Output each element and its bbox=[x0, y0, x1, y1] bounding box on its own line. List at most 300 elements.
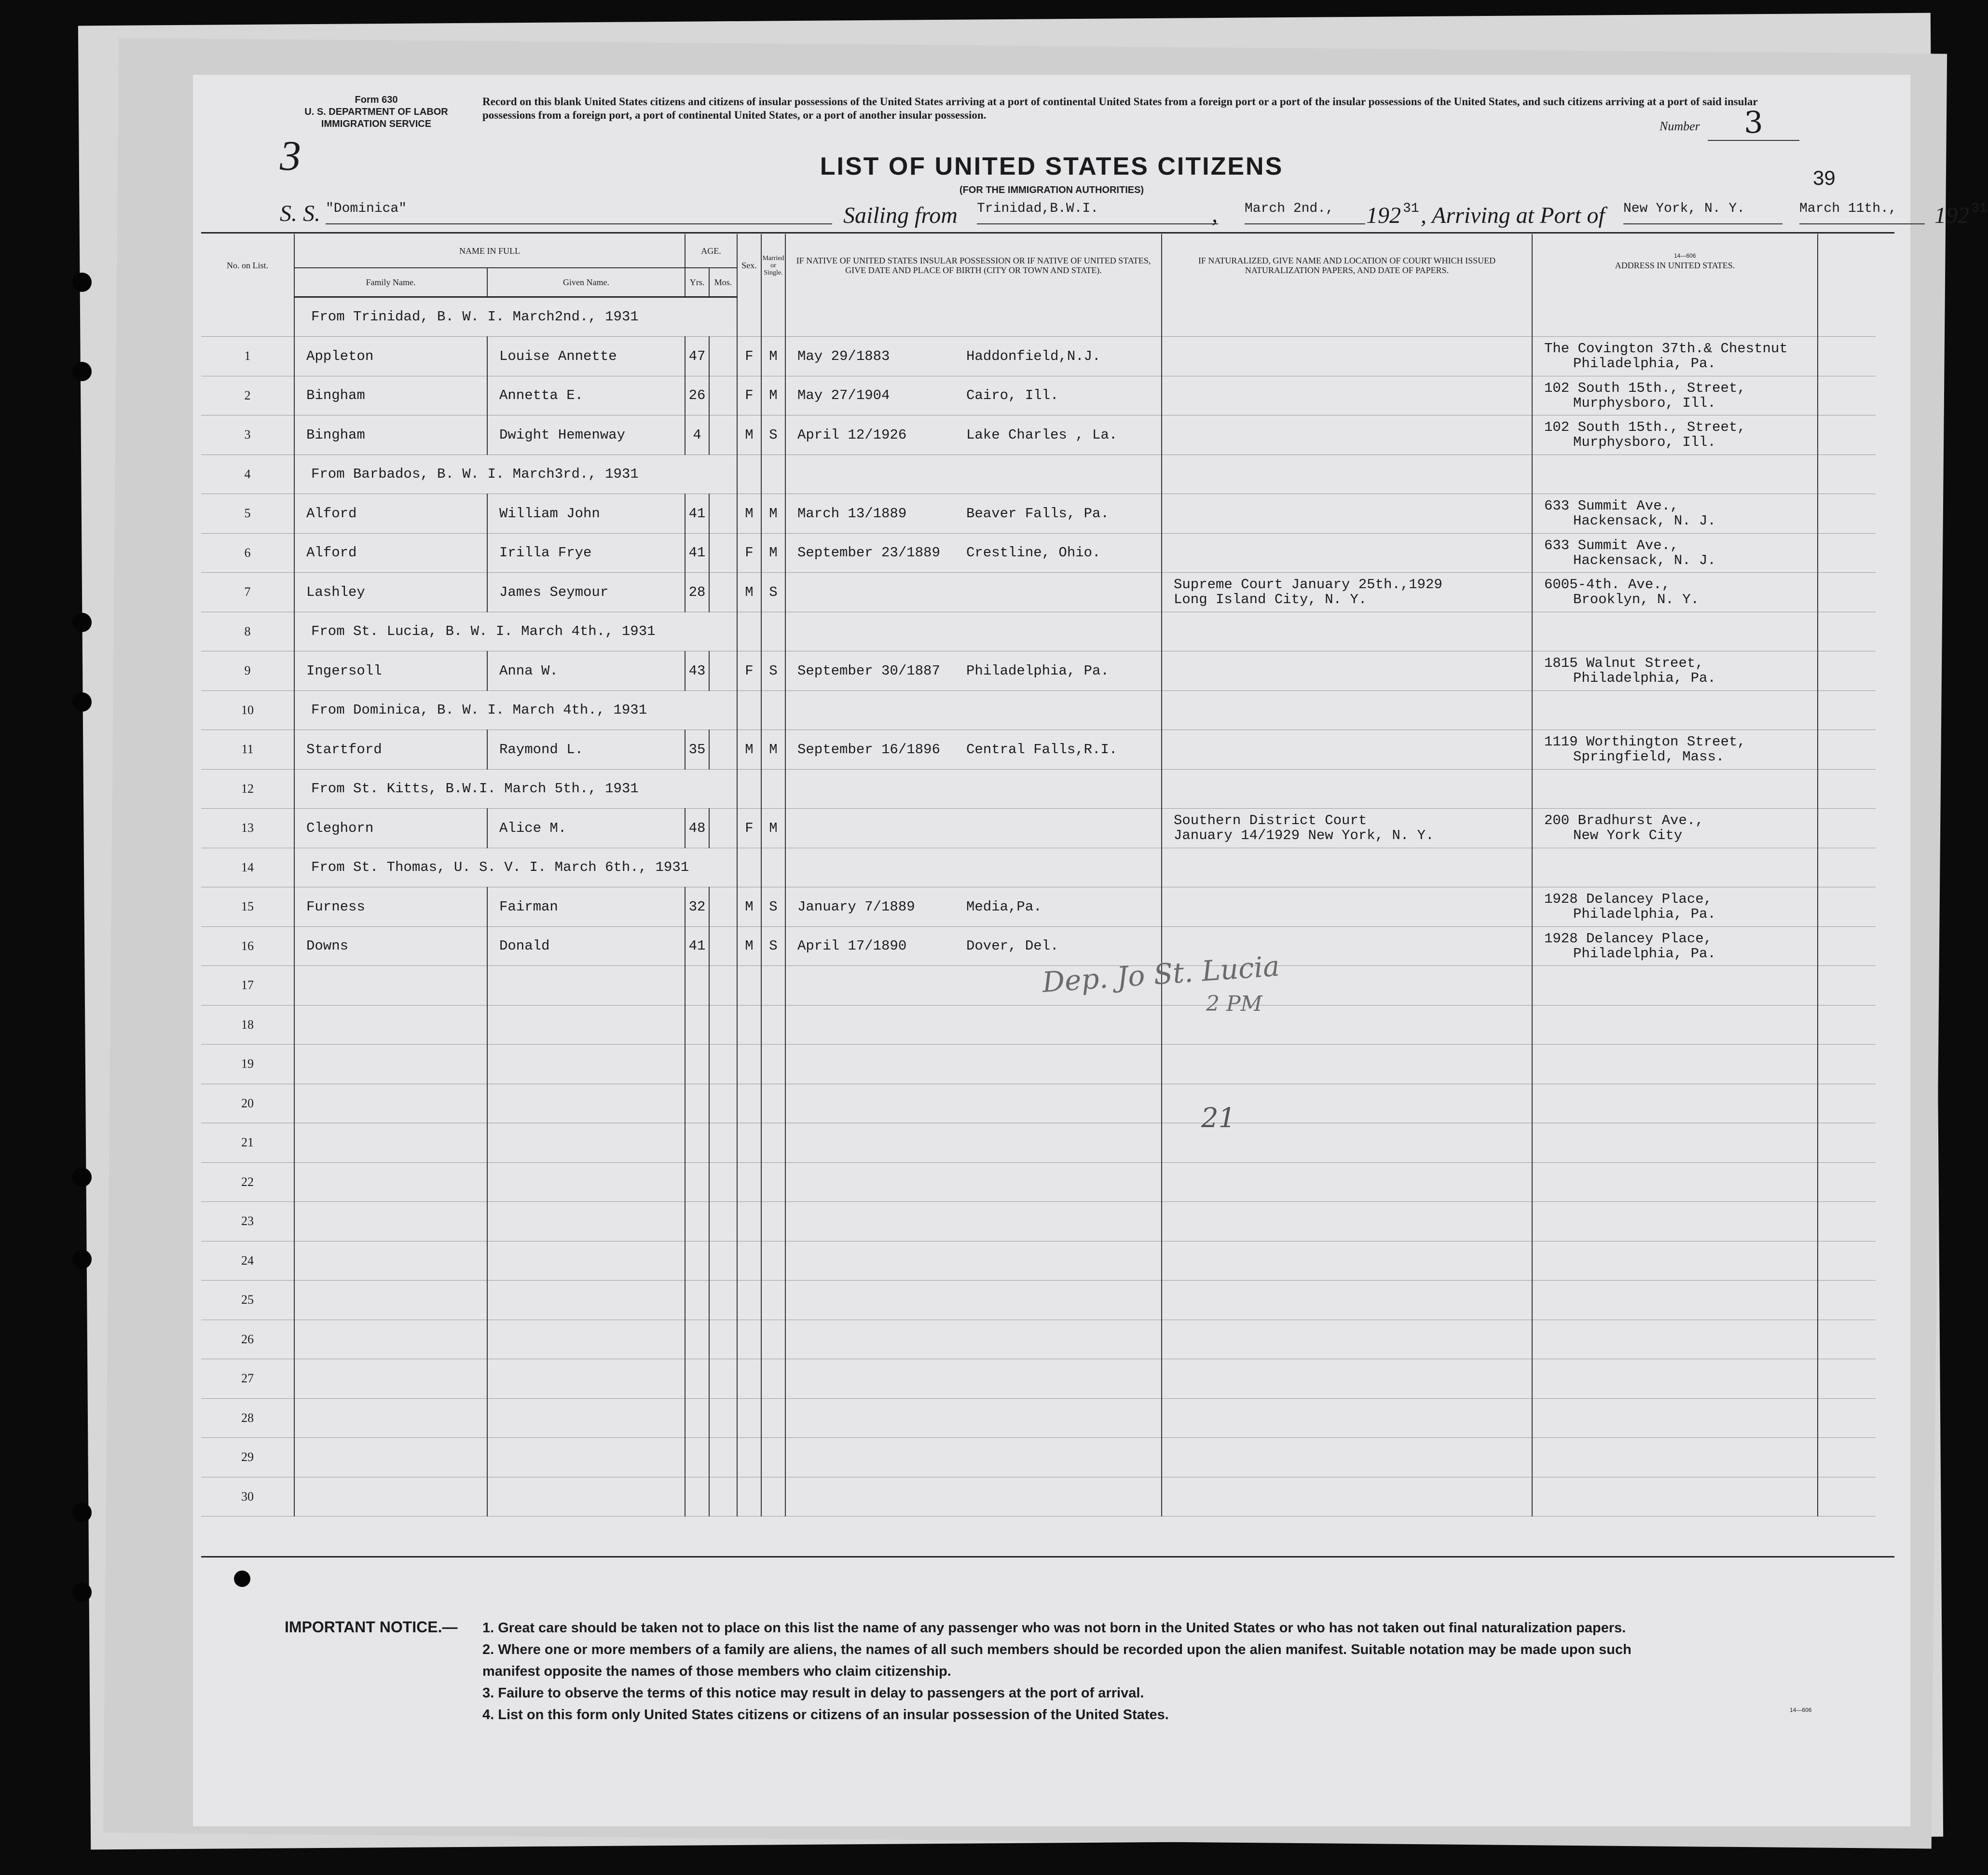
cell-line: Philadelphia, Pa. bbox=[1573, 906, 1716, 923]
empty-cell bbox=[1818, 966, 1876, 1006]
empty-cell bbox=[1818, 494, 1876, 534]
table-row bbox=[201, 376, 1876, 415]
naturalization-info bbox=[1162, 494, 1532, 534]
birth-place: Haddonfield,N.J. bbox=[966, 348, 1101, 364]
address bbox=[1532, 573, 1818, 612]
empty-cell bbox=[487, 1123, 685, 1163]
empty-cell bbox=[737, 1084, 761, 1123]
birth-place: Philadelphia, Pa. bbox=[966, 662, 1109, 679]
empty-cell bbox=[294, 966, 487, 1006]
marital-status: S bbox=[761, 415, 785, 455]
marital-status: M bbox=[761, 533, 785, 573]
empty-cell bbox=[294, 1477, 487, 1517]
age-years: 43 bbox=[685, 651, 709, 691]
empty-cell bbox=[1162, 1398, 1532, 1438]
name-header: NAME IN FULL bbox=[294, 234, 685, 268]
empty-cell bbox=[487, 1202, 685, 1241]
family-name: Ingersoll bbox=[294, 651, 487, 691]
empty-cell bbox=[761, 455, 785, 494]
empty-cell bbox=[1818, 1281, 1876, 1320]
family-name: Lashley bbox=[294, 573, 487, 612]
row-number: 5 bbox=[201, 494, 294, 534]
page-title: LIST OF UNITED STATES CITIZENS bbox=[820, 152, 1284, 180]
empty-cell bbox=[487, 1084, 685, 1123]
address bbox=[1532, 376, 1818, 415]
empty-cell bbox=[1818, 651, 1876, 691]
empty-cell bbox=[1818, 690, 1876, 730]
empty-cell bbox=[737, 848, 761, 887]
given-name: Donald bbox=[487, 926, 685, 966]
empty-cell bbox=[761, 1438, 785, 1477]
given-name: Dwight Hemenway bbox=[487, 415, 685, 455]
cell-line: Philadelphia, Pa. bbox=[1573, 945, 1716, 962]
empty-cell bbox=[487, 1045, 685, 1084]
birth-info bbox=[785, 376, 1162, 415]
table-row bbox=[201, 1359, 1876, 1399]
married-header: Married or Single. bbox=[761, 234, 785, 297]
cell-line: The Covington 37th.& Chestnut bbox=[1544, 341, 1788, 357]
given-name: James Seymour bbox=[487, 573, 685, 612]
row-number: 9 bbox=[201, 651, 294, 691]
table-row bbox=[201, 730, 1876, 770]
empty-cell bbox=[1818, 1045, 1876, 1084]
empty-cell bbox=[294, 1084, 487, 1123]
empty-cell bbox=[761, 1281, 785, 1320]
number-value: 3 bbox=[1708, 105, 1799, 141]
empty-cell bbox=[1818, 926, 1876, 966]
cell-line: 6005-4th. Ave., bbox=[1544, 577, 1671, 593]
table-row bbox=[201, 1162, 1876, 1202]
family-name: Bingham bbox=[294, 376, 487, 415]
birth-info bbox=[785, 573, 1162, 612]
row-number: 23 bbox=[201, 1202, 294, 1241]
address bbox=[1532, 651, 1818, 691]
empty-cell bbox=[761, 1084, 785, 1123]
empty-cell bbox=[1818, 887, 1876, 927]
cell-line: Brooklyn, N. Y. bbox=[1573, 592, 1700, 608]
port-of-arrival: New York, N. Y. bbox=[1623, 201, 1782, 224]
handwritten-note: Dep. Jo St. Lucia bbox=[1041, 949, 1281, 999]
naturalization-info bbox=[1162, 533, 1532, 573]
naturalization-info bbox=[1162, 376, 1532, 415]
table-row bbox=[201, 966, 1876, 1006]
age-years: 41 bbox=[685, 533, 709, 573]
marital-status: S bbox=[761, 651, 785, 691]
empty-cell bbox=[1818, 1162, 1876, 1202]
empty-cell bbox=[1532, 1241, 1818, 1281]
table-row bbox=[201, 494, 1876, 534]
empty-cell bbox=[294, 1202, 487, 1241]
empty-cell bbox=[1162, 848, 1532, 887]
sex-header: Sex. bbox=[737, 234, 761, 297]
address bbox=[1532, 887, 1818, 927]
empty-cell bbox=[709, 1162, 737, 1202]
departure-heading: From St. Kitts, B.W.I. March 5th., 1931 bbox=[294, 769, 737, 809]
marital-status: S bbox=[761, 887, 785, 927]
arrival-year: 31 bbox=[1971, 201, 1988, 216]
departure-heading: From Barbados, B. W. I. March3rd., 1931 bbox=[294, 455, 737, 494]
empty-cell bbox=[685, 1438, 709, 1477]
empty-cell bbox=[737, 1281, 761, 1320]
age-years: 47 bbox=[685, 337, 709, 376]
empty-cell bbox=[1532, 1320, 1818, 1359]
row-number: 27 bbox=[201, 1359, 294, 1399]
birth-date: April 12/1926 bbox=[797, 427, 907, 443]
row-number: 11 bbox=[201, 730, 294, 770]
birth-header: IF NATIVE OF UNITED STATES INSULAR POSSESSION OR IF NATIVE OF UNITED STATES, GIVE DATE AND PLACE OF BIRTH (CITY OR TOWN AND STATE). bbox=[785, 234, 1162, 297]
given-name: Anna W. bbox=[487, 651, 685, 691]
naturalization-info bbox=[1162, 415, 1532, 455]
table-row bbox=[201, 926, 1876, 966]
empty-cell bbox=[1818, 1477, 1876, 1517]
table-row bbox=[201, 1005, 1876, 1045]
empty-cell bbox=[737, 966, 761, 1006]
table-row bbox=[201, 1281, 1876, 1320]
cell-line: Springfield, Mass. bbox=[1573, 749, 1725, 765]
empty-cell bbox=[1532, 1045, 1818, 1084]
empty-cell bbox=[1532, 612, 1818, 651]
birth-date: May 27/1904 bbox=[797, 387, 890, 404]
comma: , bbox=[1212, 202, 1218, 227]
empty-cell bbox=[1532, 690, 1818, 730]
table-row bbox=[201, 887, 1876, 927]
birth-date: April 17/1890 bbox=[797, 938, 907, 954]
age-months bbox=[709, 809, 737, 848]
empty-cell bbox=[761, 1202, 785, 1241]
marital-status: S bbox=[761, 926, 785, 966]
given-name: Annetta E. bbox=[487, 376, 685, 415]
cell-line: Southern District Court bbox=[1174, 813, 1367, 829]
empty-cell bbox=[785, 1123, 1162, 1163]
family-name: Furness bbox=[294, 887, 487, 927]
empty-cell bbox=[294, 1281, 487, 1320]
age-months bbox=[709, 926, 737, 966]
empty-cell bbox=[761, 1477, 785, 1517]
family-name: Appleton bbox=[294, 337, 487, 376]
table-row bbox=[201, 1241, 1876, 1281]
empty-cell bbox=[294, 1045, 487, 1084]
family-name: Alford bbox=[294, 494, 487, 534]
empty-cell bbox=[685, 1162, 709, 1202]
no-header: No. on List. bbox=[201, 234, 294, 297]
empty-cell bbox=[1532, 848, 1818, 887]
birth-info bbox=[785, 926, 1162, 966]
cell-line: 200 Bradhurst Ave., bbox=[1544, 813, 1704, 829]
empty-cell bbox=[487, 1241, 685, 1281]
birth-info bbox=[785, 809, 1162, 848]
empty-cell bbox=[1818, 1084, 1876, 1123]
empty-cell bbox=[1818, 1241, 1876, 1281]
age-months bbox=[709, 730, 737, 770]
empty-cell bbox=[785, 1045, 1162, 1084]
age-months bbox=[709, 415, 737, 455]
age-years: 48 bbox=[685, 809, 709, 848]
empty-cell bbox=[785, 848, 1162, 887]
punch-hole bbox=[72, 692, 92, 712]
given-name-header: Given Name. bbox=[487, 268, 685, 297]
empty-cell bbox=[737, 769, 761, 809]
empty-cell bbox=[785, 1005, 1162, 1045]
marital-status: M bbox=[761, 376, 785, 415]
age-months bbox=[709, 494, 737, 534]
empty-cell bbox=[785, 612, 1162, 651]
punch-hole bbox=[72, 1250, 92, 1269]
empty-cell bbox=[1818, 1005, 1876, 1045]
row-number: 20 bbox=[201, 1084, 294, 1123]
cell-line: Murphysboro, Ill. bbox=[1573, 434, 1716, 451]
empty-cell bbox=[761, 1398, 785, 1438]
table-row bbox=[201, 848, 1876, 887]
empty-cell bbox=[1818, 573, 1876, 612]
notice-item: 3. Failure to observe the terms of this notice may result in delay to passengers at the port of arrival. bbox=[482, 1685, 1144, 1701]
table-row bbox=[201, 1398, 1876, 1438]
port-of-departure: Trinidad,B.W.I. bbox=[977, 201, 1218, 224]
cell-line: 1815 Walnut Street, bbox=[1544, 655, 1704, 672]
age-months bbox=[709, 337, 737, 376]
marital-status: M bbox=[761, 337, 785, 376]
cell-line: 1928 Delancey Place, bbox=[1544, 891, 1713, 908]
row-number: 10 bbox=[201, 690, 294, 730]
empty-cell bbox=[294, 1398, 487, 1438]
page-subtitle: (FOR THE IMMIGRATION AUTHORITIES) bbox=[959, 185, 1144, 195]
empty-cell bbox=[1162, 1241, 1532, 1281]
birth-date: September 30/1887 bbox=[797, 662, 940, 679]
empty-cell bbox=[761, 1359, 785, 1399]
marital-status: M bbox=[761, 494, 785, 534]
cell-line: Long Island City, N. Y. bbox=[1174, 592, 1367, 608]
empty-cell bbox=[785, 690, 1162, 730]
row-number: 1 bbox=[201, 337, 294, 376]
empty-cell bbox=[737, 1241, 761, 1281]
row-number: 12 bbox=[201, 769, 294, 809]
empty-cell bbox=[761, 1320, 785, 1359]
empty-cell bbox=[1162, 769, 1532, 809]
empty-cell bbox=[709, 1005, 737, 1045]
birth-place: Lake Charles , La. bbox=[966, 427, 1118, 443]
empty-cell bbox=[1532, 1438, 1818, 1477]
empty-cell bbox=[685, 966, 709, 1006]
naturalization-info bbox=[1162, 337, 1532, 376]
empty-cell bbox=[685, 1084, 709, 1123]
table-row bbox=[201, 455, 1876, 494]
empty-cell bbox=[1532, 1359, 1818, 1399]
empty-cell bbox=[1818, 533, 1876, 573]
row-number: 22 bbox=[201, 1162, 294, 1202]
sex: M bbox=[737, 494, 761, 534]
empty-cell bbox=[1818, 1123, 1876, 1163]
naturalization-info bbox=[1162, 809, 1532, 848]
address bbox=[1532, 415, 1818, 455]
address bbox=[1532, 533, 1818, 573]
birth-place: Dover, Del. bbox=[966, 938, 1059, 954]
empty-cell bbox=[761, 1162, 785, 1202]
birth-place: Media,Pa. bbox=[966, 898, 1042, 915]
birth-place: Beaver Falls, Pa. bbox=[966, 505, 1109, 522]
address bbox=[1532, 494, 1818, 534]
empty-cell bbox=[761, 848, 785, 887]
age-years: 41 bbox=[685, 494, 709, 534]
departure-date: March 2nd., bbox=[1245, 201, 1365, 224]
address bbox=[1532, 809, 1818, 848]
birth-info bbox=[785, 651, 1162, 691]
empty-cell bbox=[685, 1359, 709, 1399]
empty-cell bbox=[761, 690, 785, 730]
address bbox=[1532, 926, 1818, 966]
empty-cell bbox=[785, 1162, 1162, 1202]
cell-line: 1119 Worthington Street, bbox=[1544, 734, 1746, 750]
row-number: 8 bbox=[201, 612, 294, 651]
important-notice bbox=[285, 1616, 1896, 1726]
address bbox=[1532, 730, 1818, 770]
empty-cell bbox=[1532, 966, 1818, 1006]
empty-cell bbox=[737, 1320, 761, 1359]
birth-info bbox=[785, 730, 1162, 770]
family-name-header: Family Name. bbox=[294, 268, 487, 297]
empty-cell bbox=[685, 1320, 709, 1359]
ss-label: S. S. bbox=[280, 201, 320, 226]
empty-cell bbox=[1532, 1202, 1818, 1241]
empty-cell bbox=[1532, 1005, 1818, 1045]
empty-cell bbox=[709, 1084, 737, 1123]
table-row bbox=[201, 651, 1876, 691]
year-prefix: 192 bbox=[1934, 203, 1969, 228]
year-prefix: 192 bbox=[1366, 203, 1401, 228]
empty-cell bbox=[709, 1477, 737, 1517]
sex: M bbox=[737, 573, 761, 612]
sailing-label: Sailing from bbox=[843, 203, 958, 228]
empty-cell bbox=[785, 1398, 1162, 1438]
family-name: Cleghorn bbox=[294, 809, 487, 848]
empty-cell bbox=[1532, 769, 1818, 809]
sex: M bbox=[737, 926, 761, 966]
empty-cell bbox=[761, 1045, 785, 1084]
row-number: 2 bbox=[201, 376, 294, 415]
form-identifier: Form 630 U. S. DEPARTMENT OF LABOR IMMIGRATION SERVICE bbox=[304, 95, 448, 129]
empty-cell bbox=[1532, 1123, 1818, 1163]
empty-cell bbox=[1818, 809, 1876, 848]
empty-cell bbox=[785, 1084, 1162, 1123]
birth-info bbox=[785, 494, 1162, 534]
row-number: 21 bbox=[201, 1123, 294, 1163]
empty-cell bbox=[487, 1477, 685, 1517]
empty-cell bbox=[294, 1359, 487, 1399]
table-row bbox=[201, 297, 1876, 337]
empty-cell bbox=[761, 966, 785, 1006]
empty-cell bbox=[294, 1438, 487, 1477]
punch-hole bbox=[72, 273, 92, 292]
arriving-label: , Arriving at Port of bbox=[1421, 203, 1605, 228]
empty-cell bbox=[1162, 1477, 1532, 1517]
punch-hole bbox=[72, 1583, 92, 1602]
row-number: 13 bbox=[201, 809, 294, 848]
given-name: Louise Annette bbox=[487, 337, 685, 376]
empty-cell bbox=[709, 1123, 737, 1163]
empty-cell bbox=[785, 1477, 1162, 1517]
empty-cell bbox=[1818, 848, 1876, 887]
empty-cell bbox=[709, 1359, 737, 1399]
row-number: 3 bbox=[201, 415, 294, 455]
naturalization-info bbox=[1162, 887, 1532, 927]
row-number: 24 bbox=[201, 1241, 294, 1281]
page-number: 39 bbox=[1813, 166, 1836, 189]
family-name: Alford bbox=[294, 533, 487, 573]
form-code: 14—606 bbox=[1790, 1707, 1812, 1713]
empty-cell bbox=[685, 1005, 709, 1045]
notice-item: 2. Where one or more members of a family are aliens, the names of all such members should be recorded upon the alien manifest. Suitable notation may be made upon such bbox=[482, 1642, 1632, 1657]
given-name: Alice M. bbox=[487, 809, 685, 848]
cell-line: 1928 Delancey Place, bbox=[1544, 930, 1713, 947]
age-years: 41 bbox=[685, 926, 709, 966]
given-name: Irilla Frye bbox=[487, 533, 685, 573]
cell-line: Philadelphia, Pa. bbox=[1573, 670, 1716, 687]
table-row bbox=[201, 1438, 1876, 1477]
row-number: 14 bbox=[201, 848, 294, 887]
birth-date: September 16/1896 bbox=[797, 741, 940, 758]
table-row bbox=[201, 1045, 1876, 1084]
sex: F bbox=[737, 533, 761, 573]
empty-cell bbox=[1162, 1162, 1532, 1202]
marital-status: S bbox=[761, 573, 785, 612]
departure-heading: From Dominica, B. W. I. March 4th., 1931 bbox=[294, 690, 737, 730]
empty-cell bbox=[1532, 1281, 1818, 1320]
form-instructions: Record on this blank United States citizens and citizens of insular possessions of the United States arriving at a port of continental United States from a foreign port or a port of the insular possessions of the United States, and such citizens arriving at a port of said insular possessions from a foreign port, a port of continental United States, or a port of another insular possession. bbox=[482, 96, 1758, 121]
empty-cell bbox=[1162, 1281, 1532, 1320]
empty-cell bbox=[737, 1359, 761, 1399]
empty-cell bbox=[1162, 690, 1532, 730]
empty-cell bbox=[709, 966, 737, 1006]
empty-cell bbox=[487, 1438, 685, 1477]
age-months bbox=[709, 887, 737, 927]
empty-cell bbox=[487, 1320, 685, 1359]
cell-line: Hackensack, N. J. bbox=[1573, 513, 1716, 529]
birth-info bbox=[785, 887, 1162, 927]
empty-cell bbox=[785, 1281, 1162, 1320]
naturalization-info bbox=[1162, 730, 1532, 770]
address bbox=[1532, 337, 1818, 376]
empty-cell bbox=[709, 1241, 737, 1281]
handwritten-note: 21 bbox=[1201, 1103, 1236, 1134]
cell-line: Hackensack, N. J. bbox=[1573, 552, 1716, 568]
empty-cell bbox=[761, 1005, 785, 1045]
row-number: 15 bbox=[201, 887, 294, 927]
naturalization-info bbox=[1162, 573, 1532, 612]
family-name: Bingham bbox=[294, 415, 487, 455]
row-number: 26 bbox=[201, 1320, 294, 1359]
punch-hole bbox=[72, 1503, 92, 1522]
empty-cell bbox=[785, 769, 1162, 809]
notice-item: 1. Great care should be taken not to place on this list the name of any passenger who was not born in the United States or who has not taken out final naturalization papers. bbox=[482, 1620, 1626, 1636]
sex: M bbox=[737, 887, 761, 927]
empty-cell bbox=[761, 1123, 785, 1163]
birth-place: Crestline, Ohio. bbox=[966, 545, 1101, 561]
empty-cell bbox=[709, 1398, 737, 1438]
empty-cell bbox=[685, 1281, 709, 1320]
form-code: 14—606 bbox=[1674, 252, 1696, 259]
empty-cell bbox=[1532, 1398, 1818, 1438]
departure-heading: From Trinidad, B. W. I. March2nd., 1931 bbox=[294, 297, 737, 337]
empty-cell bbox=[487, 966, 685, 1006]
mos-header: Mos. bbox=[709, 268, 737, 297]
empty-cell bbox=[709, 1438, 737, 1477]
empty-cell bbox=[1162, 612, 1532, 651]
cell-line: 102 South 15th., Street, bbox=[1544, 380, 1746, 396]
empty-cell bbox=[1818, 337, 1876, 376]
handwritten-note: 2 PM bbox=[1206, 992, 1262, 1016]
cell-line: New York City bbox=[1573, 827, 1683, 844]
table-row bbox=[201, 809, 1876, 848]
table-row bbox=[201, 533, 1876, 573]
departure-heading: From St. Thomas, U. S. V. I. March 6th., 1931 bbox=[294, 848, 737, 887]
